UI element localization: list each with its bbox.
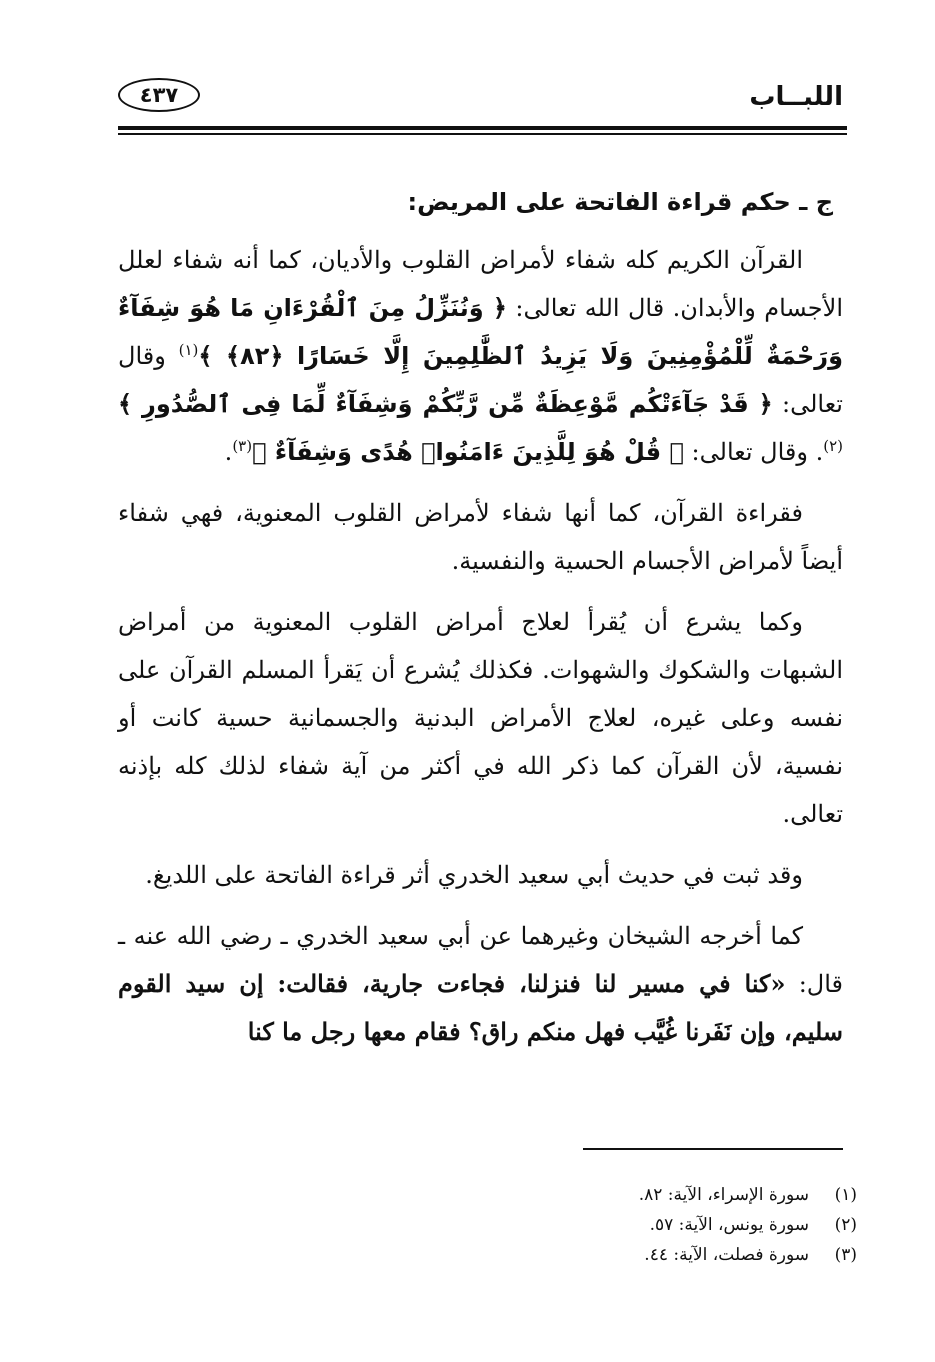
footnote-marker: (١) (178, 341, 199, 359)
footnote-text: سورة الإسراء، الآية: ٨٢. (638, 1185, 809, 1205)
paragraph-hadith-intro: وقد ثبت في حديث أبي سعيد الخدري أثر قراءة الفاتحة على اللديغ. (145, 861, 803, 889)
quran-verse: ﴿ وَنُنَزِّلُ مِنَ ٱلْقُرْءَانِ مَا هُوَ شِفَآءٌ وَرَحْمَةٌ لِّلْمُؤْمِنِينَ وَلَا يَزِيدُ ٱلظَّٰلِمِينَ إِلَّا خَسَارًا ﴿٨٢﴾ ﴾ (118, 294, 843, 370)
quran-verse: ﴿ قَدْ جَآءَتْكُم مَّوْعِظَةٌ مِّن رَّبِّكُمْ وَشِفَآءٌ لِّمَا فِى ٱلصُّدُورِ ﴾ (118, 390, 773, 418)
header-rule-thick (118, 126, 847, 130)
footnote-number: (٢) (834, 1215, 857, 1235)
footnote-text: سورة فصلت، الآية: ٤٤. (644, 1245, 809, 1265)
hadith-quote: «كنا في مسير لنا فنزلنا، فجاءت جارية، فقالت: إن سيد القوم سليم، وإن نَفَرنا غُيَّب فهل منكم راق؟ فقام معها رجل ما كنا (118, 969, 843, 1046)
footnotes (437, 1180, 857, 1270)
footnote-item (437, 1210, 857, 1240)
footnote-marker: (٢) (823, 437, 843, 455)
running-head (118, 78, 843, 118)
paragraph-hadith (118, 912, 843, 1056)
footnote-marker: (٣) (232, 437, 253, 455)
page-number: ٤٣٧ (118, 78, 200, 112)
paragraph-legislation: وكما يشرع أن يُقرأ لعلاج أمراض القلوب المعنوية من أمراض الشبهات والشكوك والشهوات. فكذلك يُشرع أن يَقرأ المسلم القرآن على نفسه وعلى غيره، لعلاج الأمراض البدنية والجسمانية حسية كانت أو نفسية، لأن القرآن كما ذكر الله في أكثر من آية شفاء لذلك كله بإذنه تعالى. (118, 608, 843, 828)
footnote-separator (583, 1148, 843, 1150)
paragraph-text: . وقال تعالى: (683, 438, 824, 466)
footnote-item (437, 1180, 857, 1210)
section-heading: ج ـ حكم قراءة الفاتحة على المريض: (407, 188, 833, 216)
footnote-item (437, 1240, 857, 1270)
paragraph-text: كما أخرجه الشيخان وغيرهما عن أبي سعيد الخدري ـ رضي الله عنه ـ قال: (118, 922, 844, 998)
footnote-number: (٣) (834, 1245, 857, 1265)
paragraph-reading-quran: فقراءة القرآن، كما أنها شفاء لأمراض القلوب المعنوية، فهي شفاء أيضاً لأمراض الأجسام الحسية والنفسية. (118, 499, 843, 575)
header-rule-thin (118, 133, 847, 135)
paragraph-text: وقال تعالى: (118, 342, 843, 418)
footnote-number: (١) (834, 1185, 857, 1205)
book-title: اللبــاب (749, 82, 843, 112)
footnote-text: سورة يونس، الآية: ٥٧. (649, 1215, 809, 1235)
paragraph-text: القرآن الكريم كله شفاء لأمراض القلوب والأديان، كما أنه شفاء لعلل الأجسام والأبدان. قال الله تعالى: (118, 246, 843, 322)
main-text (118, 180, 843, 1069)
quran-verse: ﴿ قُلْ هُوَ لِلَّذِينَ ءَامَنُوا۟ هُدًى وَشِفَآءٌ ﴾ (252, 438, 684, 466)
paragraph-text: . (224, 438, 233, 466)
paragraph-quran-healing (118, 236, 843, 476)
